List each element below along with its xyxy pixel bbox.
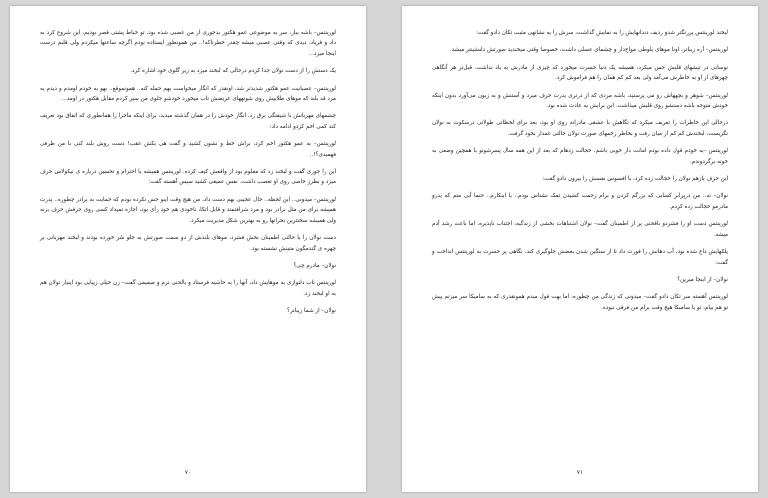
paragraph: لورینتس– شوهر و بچههاش رو می پرستید، باشه مردی که از درتری بدرت حرف میزد و آستنش و به زبون می‌آورد بدون اینکه خودش متوجه باشه دستشو روی قلبش میذاشت. این برایش یه عادت شده بود.: [432, 92, 728, 110]
page-number: ۷۱: [576, 469, 584, 476]
paragraph: لورینتس– میدونی.. این لحظه.. حال عجیبی بهم دست داد، من هیچ وقت اینو حس نکرده بودم که حمایت به برادر چطوره.. پدرت همیشه برای من مثل برادر بود و مرد شرافتمند و قابل اتکا، ناخودی هم خود رأی بود، اجازه نمیداد کسی روی حرفش حرف بزنه ولی همیشه سختترین بحرانها رو به بهترین شکل مدیریت میکرد.: [40, 196, 336, 224]
paragraph: نولان– نه.. من درپرابر کسایی که بزرگم کردن و برام زحمت کشیدن تمک نشناس بودم.. با اینکارم.. حتما آبی متم که پدرو مادرمو خجالت زده کردم.: [432, 193, 728, 210]
paragraph: این را جوری گفت و لبخند زد که معلوم بود از واقعش کیف کرده. لورینتس همیشه با احترام و تحسین درباره ی نیکولاس حرف میزد و بطرز خاصی روی او تعصب داشت. نفس عمیقی کشید سپس آهسته گفت:: [40, 169, 336, 186]
paragraph: لورینتس– عصبانیت عمو هکتور شدیدتر شد، اونقدر که انگار میخواست بهم حمله کنه.. همونموقع.. بهو به خودم اومدم و دیدم یه مرد قد بلند که موهای طلاییش روی شونههای عریضش تاب میخورد خودشو جلوی من سپر کردم مقابل هکتور در اومد...: [40, 85, 336, 103]
paragraph: چشمهای مهربانش با شیفتگی برق زد، انگار خودش را در همان گذشته میدید، برای اینکه ماجرا را همانطوری که اتفاق بود تعریف کند کمی اخم کردو ادامه داد:: [40, 113, 336, 130]
paragraph: لورینتس– باشه ببار، سر به موضوعی عمو هکتور بدجوری از من عصبی شده بود، تو خیاط پشتی قصر بودیم، این شروع کرد به داد و فریاد، دیدی که وقتی عصبی میشه چقدر خطرناکه!.. من همونطور ایستاده بودم اگرچه ساعتها میکردم ولی قلبم درست اینجا میزد...: [40, 30, 336, 57]
paragraph: لورینتس دست او را فشردو باقحنی پر از اطمینان گفت– نولان اشتباهات بخشی از زندگیه، اجتناب ناپذیره، اما باعث رشد آدم میشه.: [432, 221, 728, 238]
paragraph: لورینتس– آره زیباتر، اونا موهای بلوطی مواج‌دار و چشمای عسلی داشت، خصوصا وقتی میخندید صورتش دلنشینتر میشد.: [449, 47, 728, 54]
paragraph: یک دستش را از دست نولان جدا کردم درحالی که لبخند میزد به زیر گلوی خود اشاره کرد.: [130, 68, 336, 75]
paragraph: نولان– مادرم چی؟: [293, 262, 336, 269]
paragraph: نولان– از اینجا میرین؟: [677, 276, 728, 283]
paragraph: نولان– از شما زیباتر؟: [286, 308, 336, 315]
paragraph: لبخند لورینتس پررنگتر شدو ردیف دندانهایش را به نمایش گذاشت، سرش را به نشانهی مثبت تکان دادو گفت:: [476, 30, 728, 36]
paragraph: نوسانی در تپشهای قلبش حس میکرد، همیشه یک دنیا حسرت میخورد که چیزی از مادرش به یاد نداشت. قبل‌تر هر آنگاهی چهرهای از او به خاطرش می‌آمد ولی بعد کم کم همان را هم فراموش کرد.: [432, 64, 728, 82]
right-page: [402, 6, 758, 492]
paragraph: لورینتس تاب دلتوازی به موهایش داد، آنها را به حاشیه فرستاد و بالحنی نرم و صمیمی گفت– زن خیلی زیبایی بود اینبار نولان هم به او لبخند زد.: [40, 280, 336, 297]
paragraph: درحالی این خاطرات را تعریف میکرد که نگاهش با عشقی مادرانه روی او بود، بعد برای لحظاتی طولانی درسکوت به نولان نگریست، لبخندش کم کم از میان رفت و بخاطر زخمهای صورت نولان حالتی غمدار بخود گرفت.: [432, 120, 728, 137]
paragraph: پلکهایش داغ شده بود، آب دهانش را فورت داد تا از سنگین شدن بغضش جلوگیری کند، نگاهی پر حسرت به لورینتس انداخت و گفت:: [432, 249, 728, 266]
paragraph: لورینتس آهسته سر تکان دادو گفت– میدونی که زندگی من چطوره، اما بهت قول میدم همونقدری که به سامیکا سر میزنم پیش تو هم بیام، تو با سامیکا هیچ وقت برام من فرقی نبوده.: [432, 294, 728, 311]
paragraph: دست نولان را با حالتی اطمینان بخش فشرد، موهای بلندش از دو سمت صورتش به جلو سُر خورده بودند و لبخند مهربانی بر چهره ی گندمگون متینش نشسته بود.: [40, 235, 336, 252]
left-page: [10, 6, 366, 492]
page-number: ۷۰: [184, 469, 192, 476]
paragraph: لورینتس– به عمو هکتور اخم کرد، براش خط و نشون کشید و گفت هی بکش عقب! دست روش بلند کنی با من طرفی فهمیدی؟!..: [40, 141, 336, 158]
paragraph: این حرف بازهم نولان را خجالت زده کرد، با افسوس نفسش را بیرون دادو گفت:: [542, 176, 728, 183]
paragraph: لورینتس –به خودم قول داده بودم امانت دار خوبی باشم، خجالت زدهام که بعد از این همه سال پسرشونو با همچین وضعی به خونه برگردوندم.: [432, 148, 728, 165]
